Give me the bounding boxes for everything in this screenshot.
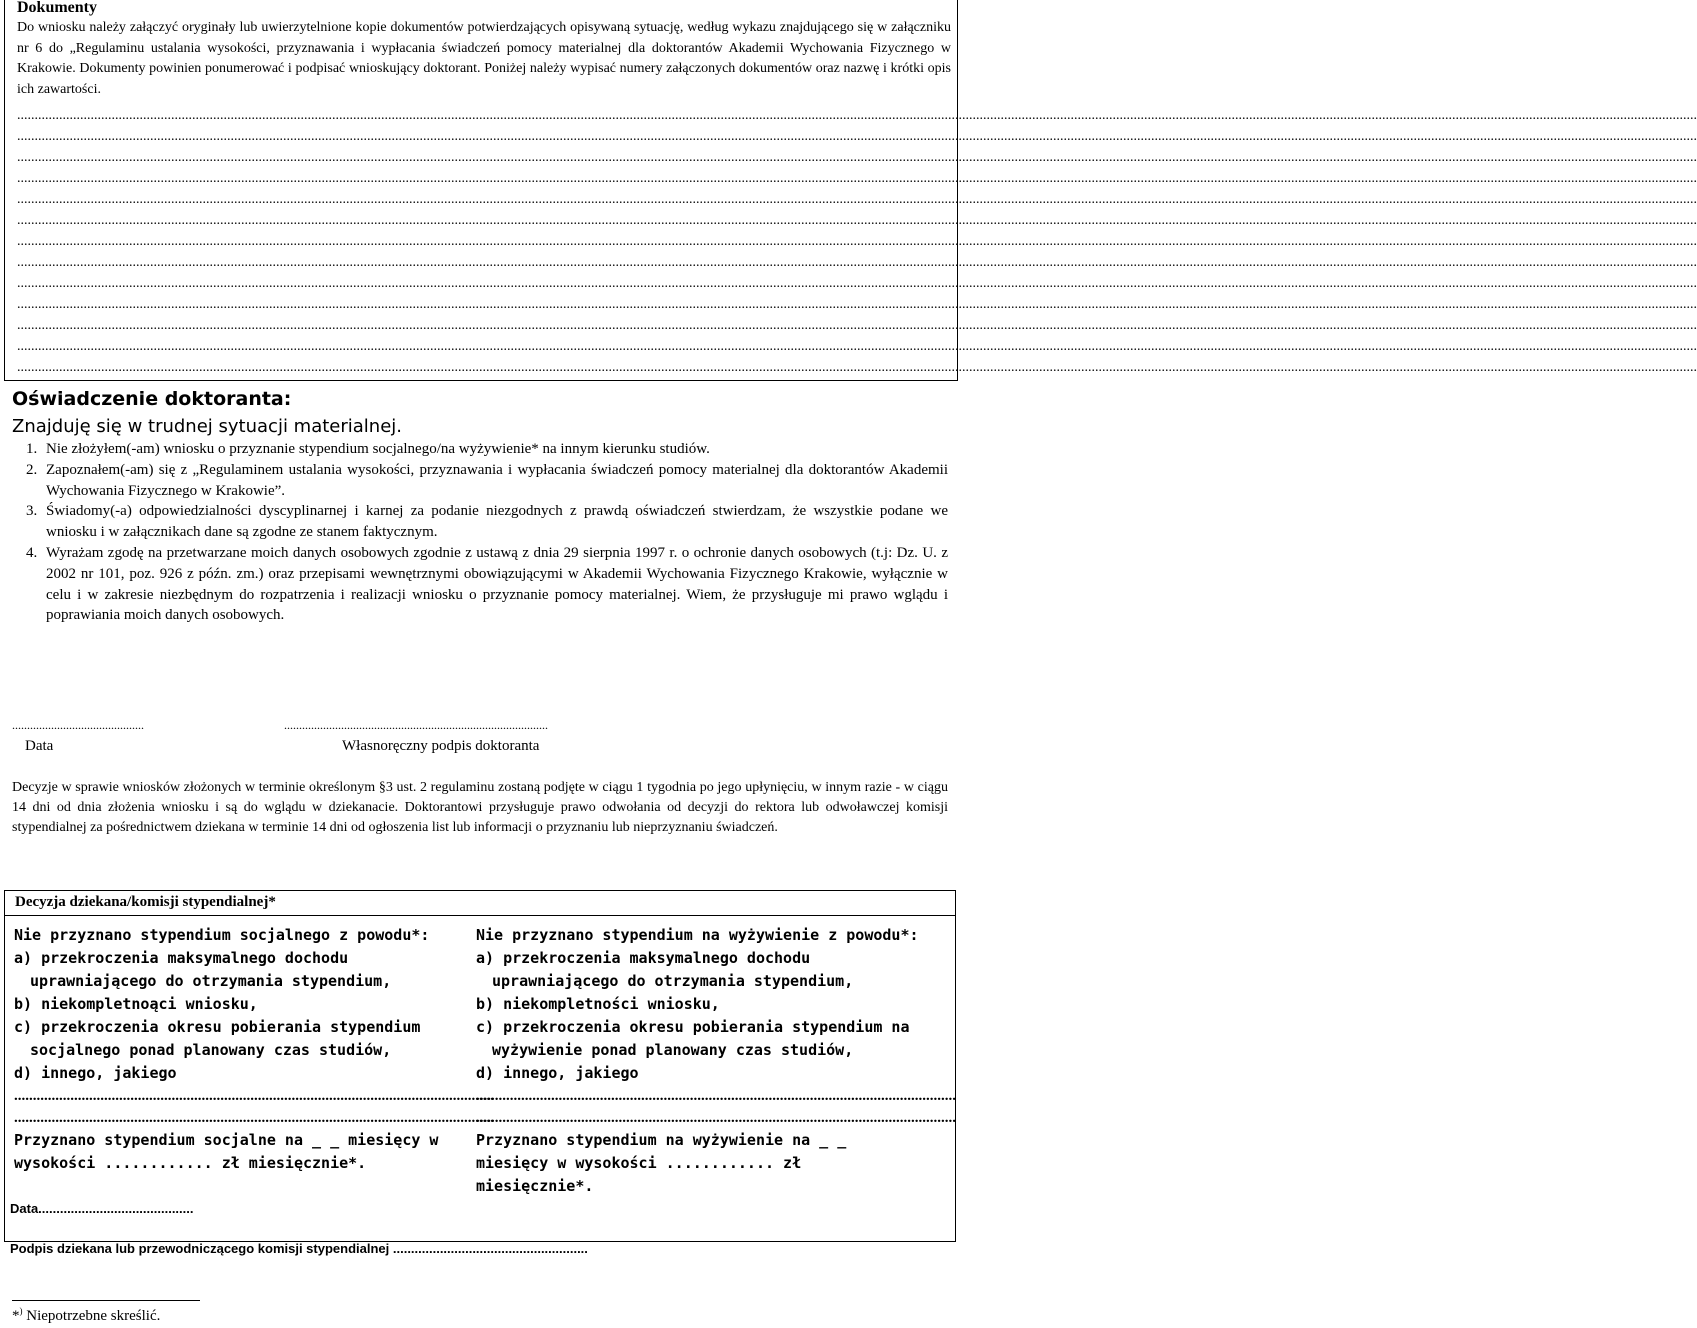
declaration-list (26, 439, 948, 626)
footnote (12, 1306, 160, 1325)
column-heading: Nie przyznano stypendium socjalnego z powodu*: (14, 926, 430, 944)
attachment-line[interactable]: ................................................................................................................................................................................................................................................................................................................................................................................................................................................................................................ (17, 129, 1697, 144)
item-number: 1. (26, 441, 38, 457)
reason-line: a) przekroczenia maksymalnego dochodu (476, 949, 811, 967)
attachment-line[interactable]: ................................................................................................................................................................................................................................................................................................................................................................................................................................................................................................ (17, 276, 1697, 291)
item-number: 4. (26, 544, 38, 561)
item-text: Świadomy(-a) odpowiedzialności dyscyplinarnej i karnej za podanie niezgodnych z prawdą oświadczeń stwierdzam, że wszystkie podane we wniosku i w załącznikach dane są zgodne ze stanem faktycznym. (46, 503, 948, 541)
reason-line: d) innego, jakiego (14, 1064, 177, 1082)
reason-line: d) innego, jakiego (476, 1064, 639, 1082)
divider (5, 915, 955, 916)
reason-line: b) niekompletności wniosku, (476, 995, 720, 1013)
declaration-title: Oświadczenie doktoranta: (12, 388, 292, 410)
attachment-line[interactable]: ................................................................................................................................................................................................................................................................................................................................................................................................................................................................................................ (17, 318, 1697, 333)
declaration-item (26, 543, 948, 626)
date-field[interactable]: ............................................ (12, 718, 144, 732)
granted-statement: Przyznano stypendium socjalne na _ _ miesięcy w wysokości ............ zł miesięcznie*. (14, 1131, 439, 1172)
attachment-line[interactable]: ................................................................................................................................................................................................................................................................................................................................................................................................................................................................................................ (17, 213, 1697, 228)
documents-instructions: Do wniosku należy załączyć oryginały lub uwierzytelnione kopie dokumentów potwierdzających opisywaną sytuację, według wykazu znajdującego się w załączniku nr 6 do „Regulaminu ustalania wysokości, przyznawania i wypłacania świadczeń pomocy materialnej dla doktorantów Akademii Wychowania Fizycznego w Krakowie. Dokumenty powinien ponumerować i podpisać wnioskujący doktorant. Poniżej należy wypisać numery załączonych dokumentów oraz nazwę i krótki opis ich zawartości. (17, 20, 951, 97)
social-stipend-column (14, 924, 494, 1175)
attachment-line[interactable]: ................................................................................................................................................................................................................................................................................................................................................................................................................................................................................................ (17, 234, 1697, 249)
attachment-line[interactable]: ................................................................................................................................................................................................................................................................................................................................................................................................................................................................................................ (17, 297, 1697, 312)
signature-label: Własnoręczny podpis doktoranta (342, 738, 540, 754)
declaration-item (26, 439, 948, 460)
attachment-line[interactable]: ................................................................................................................................................................................................................................................................................................................................................................................................................................................................................................ (17, 150, 1697, 165)
declaration-item (26, 501, 948, 543)
item-number: 3. (26, 503, 38, 520)
documents-heading: Dokumenty (17, 0, 98, 16)
footnote-divider (12, 1300, 200, 1301)
reason-line: a) przekroczenia maksymalnego dochodu (14, 949, 349, 967)
documents-section (4, 0, 1697, 381)
other-reason-field[interactable]: ................................................................................................................................ (14, 1088, 494, 1104)
item-number: 2. (26, 461, 38, 478)
other-reason-field[interactable]: ................................................................................................................................ (14, 1110, 494, 1126)
reason-line: c) przekroczenia okresu pobierania stypendium na (476, 1018, 910, 1036)
dean-signature-field[interactable]: Podpis dziekana lub przewodniczącego komisji stypendialnej ...................................................... (10, 1241, 588, 1256)
declaration-item (26, 460, 948, 502)
meal-stipend-column (476, 924, 956, 1198)
footnote-marker: * (12, 1308, 20, 1324)
granted-statement: Przyznano stypendium na wyżywienie na _ _ miesięcy w wysokości ............ zł miesięcznie*. (476, 1131, 847, 1195)
attachment-line[interactable]: ................................................................................................................................................................................................................................................................................................................................................................................................................................................................................................ (17, 192, 1697, 207)
declaration-subtitle: Znajduję się w trudnej sytuacji materialnej. (12, 416, 402, 437)
signature-field[interactable]: ........................................................................................ (284, 718, 548, 732)
decision-date-field[interactable]: Data........................................... (10, 1201, 194, 1216)
attachment-line[interactable]: ................................................................................................................................................................................................................................................................................................................................................................................................................................................................................................ (17, 255, 1697, 270)
date-label: Data (25, 738, 54, 754)
attachment-line[interactable]: ................................................................................................................................................................................................................................................................................................................................................................................................................................................................................................ (17, 171, 1697, 186)
item-text: Zapoznałem(-am) się z „Regulaminem ustalania wysokości, przyznawania i wypłacania świadczeń pomocy materialnej dla doktorantów Akademii Wychowania Fizycznego w Krakowie”. (46, 461, 948, 499)
attachment-line[interactable]: ................................................................................................................................................................................................................................................................................................................................................................................................................................................................................................ (17, 339, 1697, 354)
reason-line: c) przekroczenia okresu pobierania stypendium (14, 1018, 421, 1036)
item-text: Nie złożyłem(-am) wniosku o przyznanie stypendium socjalnego/na wyżywienie* na innym kierunku studiów. (46, 441, 710, 457)
reason-line: wyżywienie ponad planowany czas studiów, (492, 1041, 854, 1059)
reason-line: uprawniającego do otrzymania stypendium, (30, 972, 392, 990)
reason-line: uprawniającego do otrzymania stypendium, (492, 972, 854, 990)
reason-line: socjalnego ponad planowany czas studiów, (30, 1041, 392, 1059)
decision-title: Decyzja dziekana/komisji stypendialnej* (15, 894, 276, 910)
other-reason-field[interactable]: ................................................................................................................................ (476, 1088, 956, 1104)
item-text: Wyrażam zgodę na przetwarzane moich danych osobowych zgodnie z ustawą z dnia 29 sierpnia 1997 r. o ochronie danych osobowych (t.j: Dz. U. z 2002 nr 101, poz. 926 z późn. zm.) oraz przepisami wewnętrznymi obowiązującymi w Akademii Wychowania Fizycznego Krakowie, wyłącznie w celu i w zakresie niezbędnym do rozpatrzenia i realizacji wniosku o przyznanie pomocy materialnej. Wiem, że przysługuje mi prawo wglądu i poprawiania moich danych osobowych. (46, 544, 948, 624)
reason-line: b) niekompletnoąci wniosku, (14, 995, 258, 1013)
attachment-line[interactable]: ................................................................................................................................................................................................................................................................................................................................................................................................................................................................................................ (17, 360, 1697, 375)
footnote-sup: ) (19, 1306, 23, 1316)
decision-box (4, 890, 956, 1242)
footnote-text: Niepotrzebne skreślić. (22, 1308, 161, 1324)
attachment-line[interactable]: ................................................................................................................................................................................................................................................................................................................................................................................................................................................................................................ (17, 108, 1697, 123)
column-heading: Nie przyznano stypendium na wyżywienie z powodu*: (476, 926, 919, 944)
decision-notice: Decyzje w sprawie wniosków złożonych w terminie określonym §3 ust. 2 regulaminu zostaną podjęte w ciągu 1 tygodnia po jego upłynięciu, w innym razie - w ciągu 14 dni od dnia złożenia wniosku i są do wglądu w dziekanacie. Doktorantowi przysługuje prawo odwołania od decyzji do rektora lub odwoławczej komisji stypendialnej za pośrednictwem dziekana w terminie 14 dni od ogłoszenia list lub informacji o przyznaniu lub nieprzyznaniu świadczeń. (12, 780, 948, 835)
other-reason-field[interactable]: ................................................................................................................................ (476, 1110, 956, 1126)
